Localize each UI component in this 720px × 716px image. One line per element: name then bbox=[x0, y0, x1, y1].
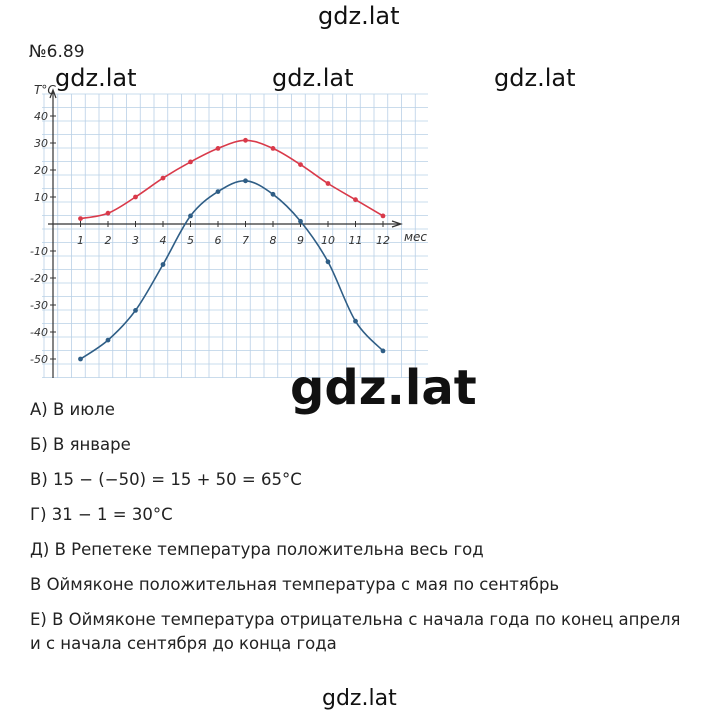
x-tick-label: 6 bbox=[214, 234, 222, 247]
x-tick-label: 11 bbox=[348, 234, 363, 247]
y-tick-label: 40 bbox=[34, 110, 48, 123]
series-point-1 bbox=[78, 357, 83, 362]
x-axis-label: мес bbox=[404, 230, 428, 244]
series-point-0 bbox=[161, 176, 166, 181]
series-point-0 bbox=[188, 160, 193, 165]
series-point-0 bbox=[381, 214, 386, 219]
y-tick-label: -30 bbox=[30, 299, 48, 312]
series-point-1 bbox=[381, 349, 386, 354]
watermark-bottom: gdz.lat bbox=[322, 686, 397, 711]
x-tick-label: 1 bbox=[77, 234, 84, 247]
series-point-0 bbox=[78, 216, 83, 221]
series-line-0 bbox=[81, 140, 384, 218]
series-point-0 bbox=[216, 146, 221, 151]
watermark-top: gdz.lat bbox=[318, 2, 400, 30]
x-tick-label: 2 bbox=[104, 234, 112, 247]
series-point-0 bbox=[326, 181, 331, 186]
x-tick-label: 8 bbox=[269, 234, 277, 247]
series-point-1 bbox=[271, 192, 276, 197]
answer-d: Д) В Репетеке температура положительна весь год bbox=[30, 540, 484, 559]
x-tick-label: 10 bbox=[321, 234, 335, 247]
watermark-right: gdz.lat bbox=[494, 64, 576, 92]
series-point-1 bbox=[353, 319, 358, 324]
answers-list bbox=[30, 398, 710, 667]
chart-series bbox=[78, 138, 385, 362]
answer-b: Б) В январе bbox=[30, 435, 131, 454]
y-tick-label: -40 bbox=[30, 326, 48, 339]
y-axis-label: T°C bbox=[34, 83, 56, 97]
series-point-1 bbox=[243, 178, 248, 183]
series-point-1 bbox=[188, 214, 193, 219]
answer-a: А) В июле bbox=[30, 400, 115, 419]
x-tick-label: 9 bbox=[297, 234, 304, 247]
answer-g: Г) 31 − 1 = 30°C bbox=[30, 505, 173, 524]
series-point-1 bbox=[106, 338, 111, 343]
series-point-0 bbox=[353, 197, 358, 202]
answer-e-line2: и с начала сентября до конца года bbox=[30, 634, 337, 653]
series-point-0 bbox=[298, 162, 303, 167]
answer-e-line1: Е) В Оймяконе температура отрицательна с начала года по конец апреля bbox=[30, 610, 681, 629]
series-point-1 bbox=[161, 262, 166, 267]
series-point-1 bbox=[298, 219, 303, 224]
series-point-0 bbox=[133, 195, 138, 200]
temperature-chart bbox=[30, 80, 430, 382]
task-number: №6.89 bbox=[29, 42, 85, 62]
x-tick-label: 5 bbox=[187, 234, 194, 247]
x-tick-label: 4 bbox=[159, 234, 167, 247]
x-tick-label: 12 bbox=[376, 234, 390, 247]
series-point-0 bbox=[243, 138, 248, 143]
series-point-1 bbox=[216, 189, 221, 194]
answer-v: В) 15 − (−50) = 15 + 50 = 65°C bbox=[30, 470, 302, 489]
answer-d-oymyakon: В Оймяконе положительная температура с мая по сентябрь bbox=[30, 575, 560, 594]
watermark-center: gdz.lat bbox=[272, 64, 354, 92]
y-tick-label: 10 bbox=[34, 191, 48, 204]
x-tick-label: 3 bbox=[132, 234, 139, 247]
series-point-0 bbox=[106, 211, 111, 216]
series-point-1 bbox=[133, 308, 138, 313]
y-tick-label: -10 bbox=[30, 245, 48, 258]
series-point-0 bbox=[271, 146, 276, 151]
watermark-left: gdz.lat bbox=[55, 64, 137, 92]
x-tick-label: 7 bbox=[242, 234, 249, 247]
y-tick-label: -50 bbox=[30, 353, 48, 366]
watermark-large: gdz.lat bbox=[290, 360, 477, 416]
series-point-1 bbox=[326, 259, 331, 264]
chart-grid bbox=[42, 94, 428, 378]
y-tick-label: -20 bbox=[30, 272, 48, 285]
y-tick-label: 20 bbox=[34, 164, 48, 177]
y-tick-label: 30 bbox=[34, 137, 48, 150]
